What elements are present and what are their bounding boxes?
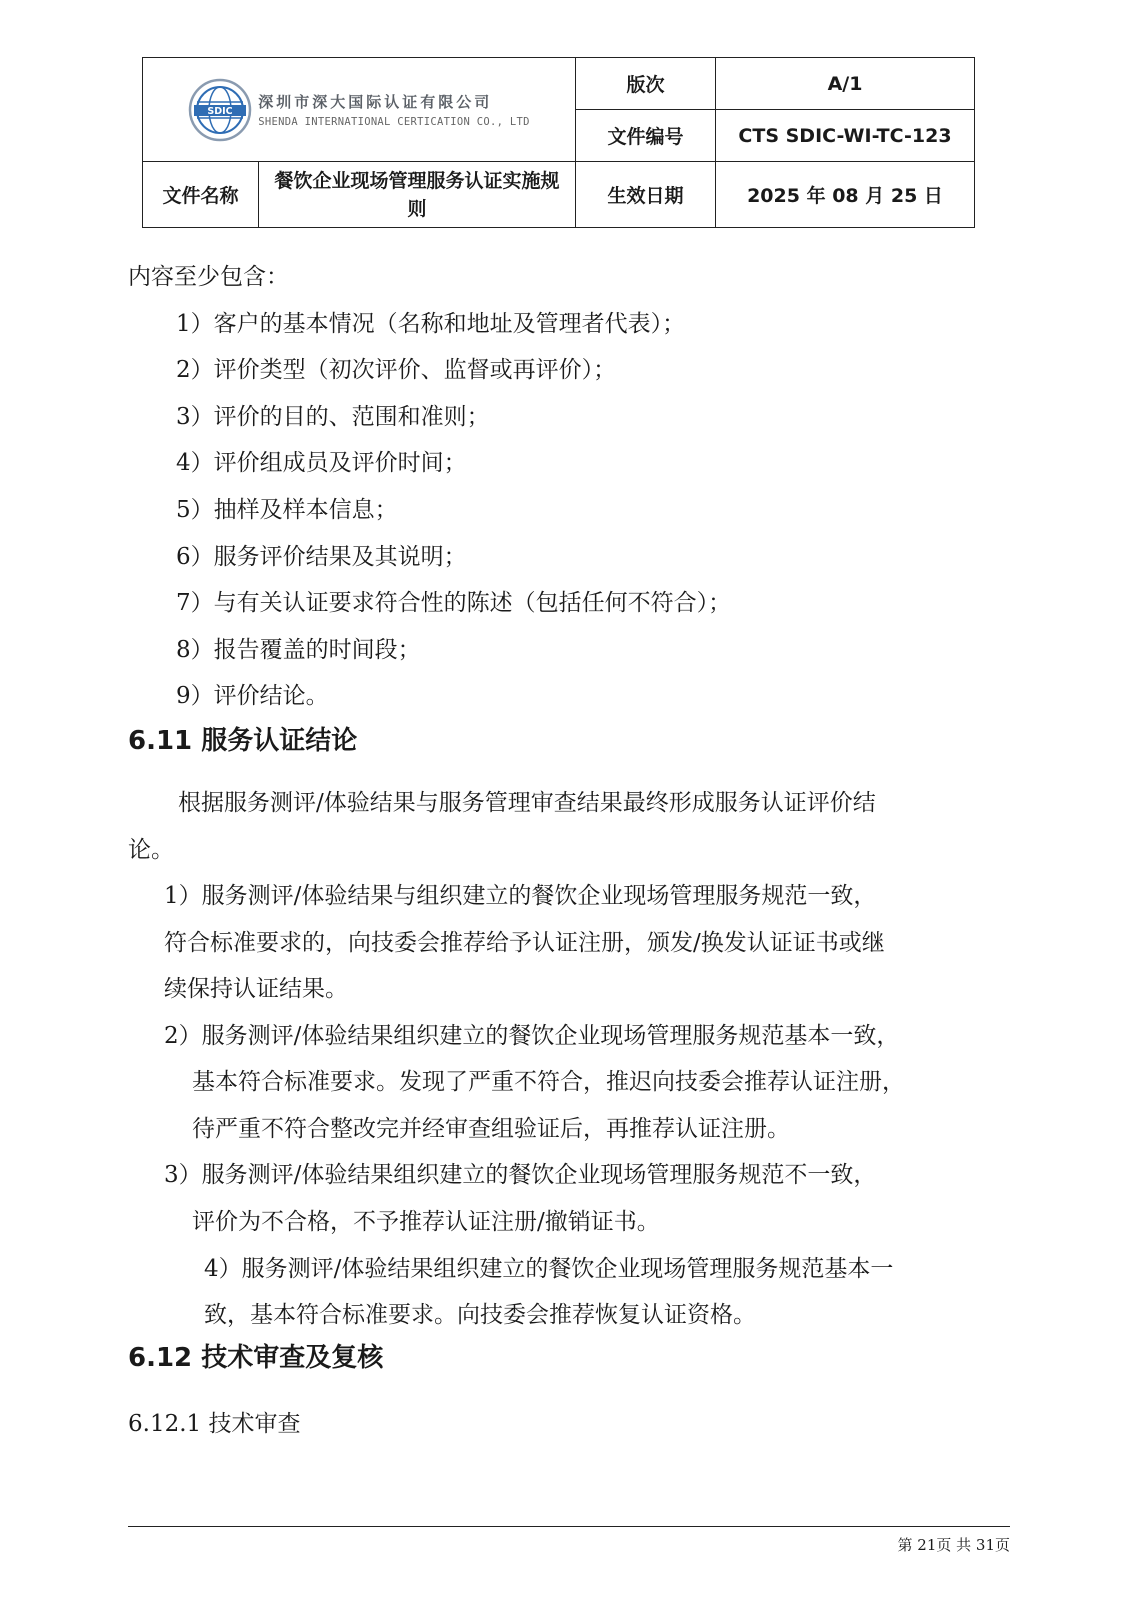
list-item: 3）评价的目的、范围和准则；	[176, 404, 490, 430]
company-logo-cell	[143, 58, 576, 162]
docname-value: 餐饮企业现场管理服务认证实施规则	[259, 162, 576, 228]
paragraph-line: 论。	[128, 837, 174, 863]
list-item: 4）评价组成员及评价时间；	[176, 450, 467, 476]
page-number: 第 21页 共 31页	[897, 1536, 1010, 1554]
docno-value: CTS SDIC-WI-TC-123	[716, 110, 975, 162]
intro-text: 内容至少包含：	[128, 264, 289, 290]
footer-divider	[128, 1526, 1010, 1527]
date-label: 生效日期	[576, 162, 716, 228]
docname-label: 文件名称	[143, 162, 259, 228]
list-item: 8）报告覆盖的时间段；	[176, 637, 421, 663]
paragraph-line: 4）服务测评/体验结果组织建立的餐饮企业现场管理服务规范基本一	[204, 1256, 894, 1282]
company-name-en: SHENDA INTERNATIONAL CERTICATION CO., LTD	[258, 116, 530, 128]
paragraph-line: 续保持认证结果。	[164, 976, 348, 1002]
paragraph-line: 1）服务测评/体验结果与组织建立的餐饮企业现场管理服务规范一致，	[164, 883, 877, 909]
paragraph-line: 符合标准要求的，向技委会推荐给予认证注册，颁发/换发认证证书或继	[164, 930, 885, 956]
paragraph-line: 基本符合标准要求。发现了严重不符合，推迟向技委会推荐认证注册，	[192, 1069, 905, 1095]
list-item: 9）评价结论。	[176, 683, 329, 709]
version-label: 版次	[576, 58, 716, 110]
list-item: 5）抽样及样本信息；	[176, 497, 398, 523]
section-heading-6-12-1: 6.12.1 技术审查	[128, 1411, 301, 1437]
paragraph-line: 3）服务测评/体验结果组织建立的餐饮企业现场管理服务规范不一致，	[164, 1162, 877, 1188]
document-header-table	[142, 57, 975, 228]
section-heading-6-12: 6.12 技术审查及复核	[128, 1343, 384, 1373]
version-value: A/1	[716, 58, 975, 110]
docno-label: 文件编号	[576, 110, 716, 162]
paragraph-line: 致，基本符合标准要求。向技委会推荐恢复认证资格。	[204, 1302, 756, 1328]
paragraph-line: 评价为不合格，不予推荐认证注册/撤销证书。	[192, 1209, 660, 1235]
company-name-cn: 深圳市深大国际认证有限公司	[258, 93, 493, 111]
list-item: 1）客户的基本情况（名称和地址及管理者代表）；	[176, 311, 686, 337]
paragraph-line: 根据服务测评/体验结果与服务管理审查结果最终形成服务认证评价结	[178, 790, 876, 816]
svg-text:SDIC: SDIC	[207, 105, 233, 117]
date-value: 2025 年 08 月 25 日	[716, 162, 975, 228]
list-item: 6）服务评价结果及其说明；	[176, 544, 467, 570]
company-logo-icon	[188, 78, 252, 142]
list-item: 7）与有关认证要求符合性的陈述（包括任何不符合）；	[176, 590, 732, 616]
list-item: 2）评价类型（初次评价、监督或再评价）；	[176, 357, 617, 383]
paragraph-line: 待严重不符合整改完并经审查组验证后，再推荐认证注册。	[192, 1116, 790, 1142]
section-heading-6-11: 6.11 服务认证结论	[128, 726, 358, 756]
paragraph-line: 2）服务测评/体验结果组织建立的餐饮企业现场管理服务规范基本一致，	[164, 1023, 900, 1049]
